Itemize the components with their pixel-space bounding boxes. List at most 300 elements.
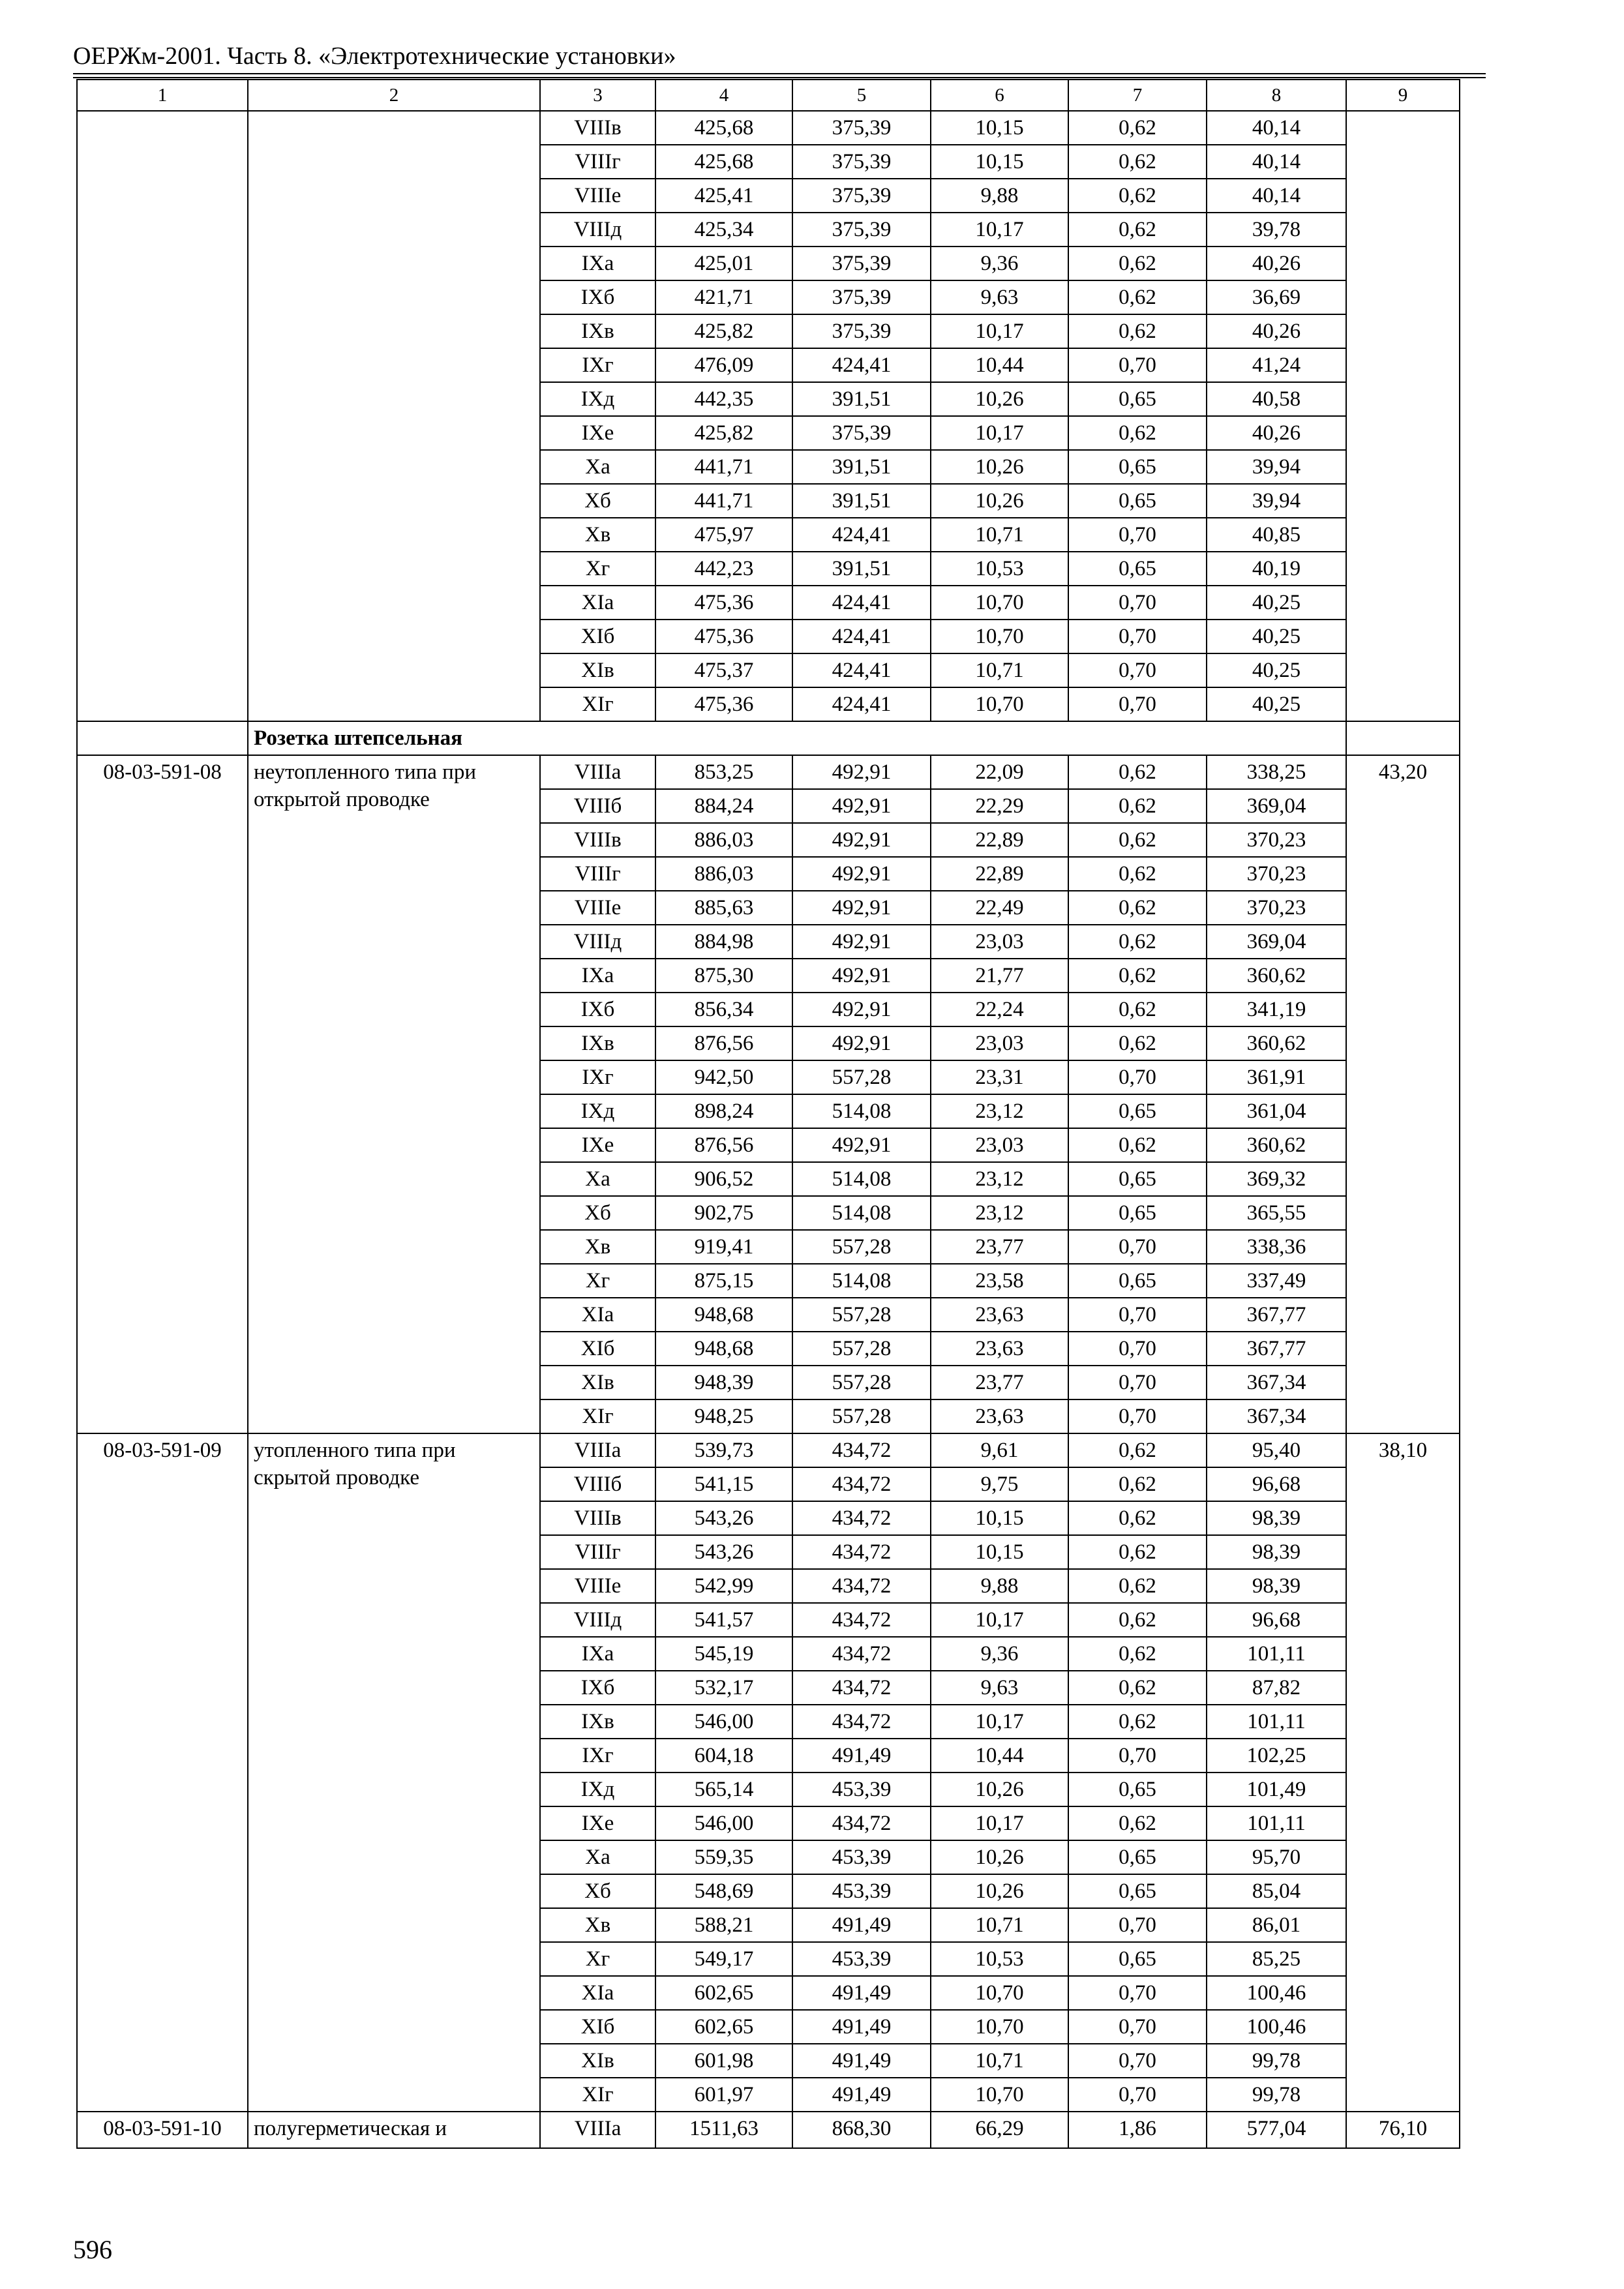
value-cell: 442,23: [655, 552, 792, 586]
value-cell: 95,70: [1207, 1840, 1346, 1874]
value-cell: 492,91: [792, 857, 931, 891]
value-cell: 338,25: [1207, 755, 1346, 789]
value-cell: 0,70: [1068, 1366, 1207, 1399]
value-cell: 0,62: [1068, 959, 1207, 993]
value-cell: 99,78: [1207, 2044, 1346, 2078]
value-cell: 22,09: [931, 755, 1068, 789]
value-cell: 492,91: [792, 925, 931, 959]
value-cell: 10,15: [931, 145, 1068, 179]
value-cell: 22,49: [931, 891, 1068, 925]
value-cell: 514,08: [792, 1162, 931, 1196]
column-number-cell: 1: [77, 80, 248, 111]
column-number-cell: 3: [540, 80, 655, 111]
value-cell: 0,62: [1068, 1806, 1207, 1840]
value-cell: 885,63: [655, 891, 792, 925]
value-cell: 434,72: [792, 1569, 931, 1603]
value-cell: 0,62: [1068, 1535, 1207, 1569]
value-cell: XIб: [540, 620, 655, 653]
column-number-row: [77, 80, 1460, 111]
value-cell: 0,65: [1068, 484, 1207, 518]
value-cell: 0,62: [1068, 1467, 1207, 1501]
section-title-row: [77, 721, 1460, 755]
value-cell: 41,24: [1207, 348, 1346, 382]
value-cell: 10,71: [931, 1908, 1068, 1942]
value-cell: 360,62: [1207, 959, 1346, 993]
value-cell: 543,26: [655, 1535, 792, 1569]
value-cell: IXв: [540, 1026, 655, 1060]
value-cell: 10,70: [931, 586, 1068, 620]
value-cell: 876,56: [655, 1026, 792, 1060]
value-cell: 0,70: [1068, 1230, 1207, 1264]
value-cell: 0,62: [1068, 1501, 1207, 1535]
value-cell: 22,89: [931, 823, 1068, 857]
value-cell: 0,62: [1068, 416, 1207, 450]
value-cell: 23,63: [931, 1298, 1068, 1332]
value-cell: IXв: [540, 1705, 655, 1739]
value-cell: 23,03: [931, 1128, 1068, 1162]
value-cell: 40,25: [1207, 620, 1346, 653]
value-cell: IXд: [540, 382, 655, 416]
value-cell: 10,26: [931, 1773, 1068, 1806]
value-cell: VIIIг: [540, 145, 655, 179]
value-cell: 361,04: [1207, 1094, 1346, 1128]
value-cell: 0,65: [1068, 1874, 1207, 1908]
value-cell: 10,17: [931, 1603, 1068, 1637]
value-cell: XIв: [540, 1366, 655, 1399]
value-cell: 101,11: [1207, 1637, 1346, 1671]
value-cell: Xа: [540, 1840, 655, 1874]
value-cell: 10,26: [931, 1840, 1068, 1874]
value-cell: Xг: [540, 1942, 655, 1976]
value-cell: Xв: [540, 1230, 655, 1264]
column-number-cell: 7: [1068, 80, 1207, 111]
value-cell: 375,39: [792, 179, 931, 213]
value-cell: 0,65: [1068, 1840, 1207, 1874]
value-cell: 602,65: [655, 1976, 792, 2010]
value-cell: 942,50: [655, 1060, 792, 1094]
value-cell: 557,28: [792, 1332, 931, 1366]
value-cell: 557,28: [792, 1060, 931, 1094]
value-cell: 96,68: [1207, 1467, 1346, 1501]
value-cell: 601,98: [655, 2044, 792, 2078]
value-cell: 492,91: [792, 789, 931, 823]
value-cell: XIв: [540, 2044, 655, 2078]
value-cell: 10,70: [931, 2078, 1068, 2112]
value-cell: 491,49: [792, 2010, 931, 2044]
value-cell: 0,62: [1068, 1128, 1207, 1162]
value-cell: 369,04: [1207, 925, 1346, 959]
value-cell: 85,04: [1207, 1874, 1346, 1908]
value-cell: 10,15: [931, 1535, 1068, 1569]
value-cell: IXа: [540, 247, 655, 280]
value-cell: 492,91: [792, 1026, 931, 1060]
value-cell: 9,88: [931, 179, 1068, 213]
value-cell: 491,49: [792, 1908, 931, 1942]
value-cell: 0,62: [1068, 1569, 1207, 1603]
value-cell: 40,25: [1207, 586, 1346, 620]
value-cell: 66,29: [931, 2112, 1068, 2148]
value-cell: 0,62: [1068, 925, 1207, 959]
value-cell: 23,58: [931, 1264, 1068, 1298]
value-cell: 0,65: [1068, 1264, 1207, 1298]
header-rule-top: [73, 73, 1486, 74]
value-cell: 23,12: [931, 1162, 1068, 1196]
value-cell: 491,49: [792, 2078, 931, 2112]
value-cell: 546,00: [655, 1705, 792, 1739]
value-cell: 948,39: [655, 1366, 792, 1399]
value-cell: VIIIг: [540, 1535, 655, 1569]
value-cell: 0,65: [1068, 1773, 1207, 1806]
value-cell: 10,17: [931, 1705, 1068, 1739]
value-cell: 453,39: [792, 1840, 931, 1874]
value-cell: 0,70: [1068, 586, 1207, 620]
value-cell: 588,21: [655, 1908, 792, 1942]
value-cell: 0,65: [1068, 1942, 1207, 1976]
value-cell: IXд: [540, 1773, 655, 1806]
value-cell: 40,25: [1207, 687, 1346, 721]
value-cell: 565,14: [655, 1773, 792, 1806]
value-cell: 10,26: [931, 382, 1068, 416]
value-cell: 0,70: [1068, 1399, 1207, 1433]
table-row: [77, 755, 1460, 789]
value-cell: 906,52: [655, 1162, 792, 1196]
value-cell: 0,62: [1068, 314, 1207, 348]
value-cell: 10,71: [931, 518, 1068, 552]
value-cell: IXг: [540, 348, 655, 382]
value-cell: 475,37: [655, 653, 792, 687]
value-cell: 10,17: [931, 1806, 1068, 1840]
value-cell: 0,70: [1068, 620, 1207, 653]
value-cell: 39,78: [1207, 213, 1346, 247]
value-cell: IXа: [540, 959, 655, 993]
value-cell: XIа: [540, 1298, 655, 1332]
value-cell: XIв: [540, 653, 655, 687]
code-cell: [77, 721, 248, 755]
value-cell: 853,25: [655, 755, 792, 789]
section-title: Розетка штепсельная: [248, 721, 1346, 755]
value-cell: 23,12: [931, 1196, 1068, 1230]
value-cell: 95,40: [1207, 1433, 1346, 1467]
value-cell: 40,14: [1207, 145, 1346, 179]
value-cell: 337,49: [1207, 1264, 1346, 1298]
value-cell: 884,98: [655, 925, 792, 959]
value-cell: 492,91: [792, 1128, 931, 1162]
value-cell: 96,68: [1207, 1603, 1346, 1637]
value-cell: 40,25: [1207, 653, 1346, 687]
rate-name: неутопленного типа при открытой проводке: [248, 755, 540, 1433]
value-cell: 0,70: [1068, 1332, 1207, 1366]
value-cell: 101,11: [1207, 1806, 1346, 1840]
value-cell: 0,70: [1068, 518, 1207, 552]
value-cell: 425,68: [655, 111, 792, 145]
value-cell: 0,70: [1068, 2044, 1207, 2078]
value-cell: 370,23: [1207, 823, 1346, 857]
value-cell: VIIIе: [540, 179, 655, 213]
value-cell: 9,63: [931, 280, 1068, 314]
value-cell: 10,15: [931, 111, 1068, 145]
value-cell: 492,91: [792, 755, 931, 789]
value-cell: 9,36: [931, 247, 1068, 280]
value-cell: XIг: [540, 2078, 655, 2112]
value-cell: 0,62: [1068, 213, 1207, 247]
value-cell: 341,19: [1207, 993, 1346, 1026]
value-cell: 9,88: [931, 1569, 1068, 1603]
value-cell: 10,26: [931, 1874, 1068, 1908]
col9-value: 43,20: [1346, 755, 1460, 1433]
value-cell: 86,01: [1207, 1908, 1346, 1942]
rate-name: утопленного типа при скрытой проводке: [248, 1433, 540, 2112]
rate-code: 08-03-591-09: [77, 1433, 248, 2112]
value-cell: 0,62: [1068, 1603, 1207, 1637]
value-cell: XIа: [540, 1976, 655, 2010]
value-cell: Xб: [540, 1196, 655, 1230]
value-cell: Xг: [540, 1264, 655, 1298]
value-cell: 23,31: [931, 1060, 1068, 1094]
value-cell: 10,44: [931, 348, 1068, 382]
value-cell: IXе: [540, 1806, 655, 1840]
value-cell: 434,72: [792, 1501, 931, 1535]
value-cell: 40,26: [1207, 314, 1346, 348]
value-cell: Xв: [540, 1908, 655, 1942]
value-cell: 541,57: [655, 1603, 792, 1637]
value-cell: 375,39: [792, 111, 931, 145]
value-cell: 541,15: [655, 1467, 792, 1501]
value-cell: Xг: [540, 552, 655, 586]
value-cell: 10,17: [931, 314, 1068, 348]
value-cell: 10,17: [931, 416, 1068, 450]
value-cell: 367,77: [1207, 1298, 1346, 1332]
value-cell: 367,34: [1207, 1399, 1346, 1433]
value-cell: IXе: [540, 1128, 655, 1162]
table-row: [77, 2112, 1460, 2148]
value-cell: XIб: [540, 1332, 655, 1366]
value-cell: 475,36: [655, 620, 792, 653]
value-cell: 514,08: [792, 1094, 931, 1128]
value-cell: 0,65: [1068, 1196, 1207, 1230]
column-number-cell: 8: [1207, 80, 1346, 111]
value-cell: VIIIв: [540, 111, 655, 145]
value-cell: 491,49: [792, 2044, 931, 2078]
value-cell: 375,39: [792, 247, 931, 280]
value-cell: 453,39: [792, 1942, 931, 1976]
value-cell: 492,91: [792, 993, 931, 1026]
value-cell: 0,62: [1068, 789, 1207, 823]
value-cell: 23,77: [931, 1366, 1068, 1399]
value-cell: 424,41: [792, 586, 931, 620]
value-cell: 10,53: [931, 552, 1068, 586]
rate-code: 08-03-591-08: [77, 755, 248, 1433]
value-cell: 10,70: [931, 620, 1068, 653]
value-cell: 876,56: [655, 1128, 792, 1162]
value-cell: 0,70: [1068, 348, 1207, 382]
value-cell: 100,46: [1207, 2010, 1346, 2044]
column-number-cell: 5: [792, 80, 931, 111]
value-cell: 886,03: [655, 857, 792, 891]
value-cell: 0,70: [1068, 1298, 1207, 1332]
value-cell: 21,77: [931, 959, 1068, 993]
value-cell: 948,68: [655, 1298, 792, 1332]
value-cell: VIIIд: [540, 925, 655, 959]
value-cell: 475,97: [655, 518, 792, 552]
value-cell: 0,65: [1068, 450, 1207, 484]
value-cell: 875,15: [655, 1264, 792, 1298]
value-cell: 425,01: [655, 247, 792, 280]
value-cell: 0,62: [1068, 993, 1207, 1026]
value-cell: XIг: [540, 1399, 655, 1433]
value-cell: 434,72: [792, 1603, 931, 1637]
value-cell: 375,39: [792, 145, 931, 179]
value-cell: Xа: [540, 1162, 655, 1196]
value-cell: 9,75: [931, 1467, 1068, 1501]
col9-value: 76,10: [1346, 2112, 1460, 2148]
value-cell: 491,49: [792, 1739, 931, 1773]
value-cell: 0,62: [1068, 280, 1207, 314]
value-cell: 948,68: [655, 1332, 792, 1366]
value-cell: 875,30: [655, 959, 792, 993]
value-cell: Xв: [540, 518, 655, 552]
value-cell: VIIIе: [540, 1569, 655, 1603]
value-cell: 23,12: [931, 1094, 1068, 1128]
value-cell: 425,82: [655, 416, 792, 450]
value-cell: 948,25: [655, 1399, 792, 1433]
value-cell: 98,39: [1207, 1535, 1346, 1569]
value-cell: 87,82: [1207, 1671, 1346, 1705]
value-cell: IXб: [540, 1671, 655, 1705]
value-cell: IXг: [540, 1739, 655, 1773]
value-cell: 0,62: [1068, 857, 1207, 891]
value-cell: IXд: [540, 1094, 655, 1128]
value-cell: 40,58: [1207, 382, 1346, 416]
value-cell: 549,17: [655, 1942, 792, 1976]
value-cell: 22,89: [931, 857, 1068, 891]
value-cell: 85,25: [1207, 1942, 1346, 1976]
value-cell: VIIIг: [540, 857, 655, 891]
value-cell: 441,71: [655, 484, 792, 518]
value-cell: 101,11: [1207, 1705, 1346, 1739]
value-cell: 1511,63: [655, 2112, 792, 2148]
value-cell: IXб: [540, 280, 655, 314]
value-cell: 23,03: [931, 925, 1068, 959]
value-cell: 370,23: [1207, 891, 1346, 925]
value-cell: 557,28: [792, 1298, 931, 1332]
value-cell: 40,19: [1207, 552, 1346, 586]
value-cell: 102,25: [1207, 1739, 1346, 1773]
value-cell: 98,39: [1207, 1501, 1346, 1535]
value-cell: 425,68: [655, 145, 792, 179]
name-cell: [248, 111, 540, 721]
value-cell: 391,51: [792, 484, 931, 518]
value-cell: 543,26: [655, 1501, 792, 1535]
value-cell: 367,77: [1207, 1332, 1346, 1366]
column-number-cell: 9: [1346, 80, 1460, 111]
value-cell: 491,49: [792, 1976, 931, 2010]
value-cell: 0,62: [1068, 111, 1207, 145]
value-cell: 10,44: [931, 1739, 1068, 1773]
value-cell: XIг: [540, 687, 655, 721]
value-cell: 361,91: [1207, 1060, 1346, 1094]
value-cell: 424,41: [792, 653, 931, 687]
value-cell: 10,17: [931, 213, 1068, 247]
value-cell: 375,39: [792, 280, 931, 314]
value-cell: IXг: [540, 1060, 655, 1094]
value-cell: VIIIд: [540, 213, 655, 247]
value-cell: 884,24: [655, 789, 792, 823]
value-cell: 23,63: [931, 1332, 1068, 1366]
rate-name: полугерметическая и: [248, 2112, 540, 2148]
value-cell: 434,72: [792, 1671, 931, 1705]
value-cell: 557,28: [792, 1230, 931, 1264]
value-cell: VIIIб: [540, 789, 655, 823]
value-cell: 425,82: [655, 314, 792, 348]
value-cell: 0,70: [1068, 2010, 1207, 2044]
value-cell: 919,41: [655, 1230, 792, 1264]
value-cell: 548,69: [655, 1874, 792, 1908]
value-cell: 40,14: [1207, 179, 1346, 213]
value-cell: 0,62: [1068, 1705, 1207, 1739]
value-cell: 0,70: [1068, 653, 1207, 687]
value-cell: 434,72: [792, 1806, 931, 1840]
value-cell: 10,15: [931, 1501, 1068, 1535]
value-cell: 369,04: [1207, 789, 1346, 823]
value-cell: 475,36: [655, 586, 792, 620]
value-cell: 10,70: [931, 1976, 1068, 2010]
value-cell: 557,28: [792, 1366, 931, 1399]
value-cell: 546,00: [655, 1806, 792, 1840]
value-cell: 0,70: [1068, 1908, 1207, 1942]
value-cell: 23,63: [931, 1399, 1068, 1433]
value-cell: 10,70: [931, 687, 1068, 721]
value-cell: 40,85: [1207, 518, 1346, 552]
value-cell: 0,70: [1068, 1060, 1207, 1094]
value-cell: 557,28: [792, 1399, 931, 1433]
value-cell: 0,62: [1068, 179, 1207, 213]
value-cell: 441,71: [655, 450, 792, 484]
value-cell: VIIIв: [540, 1501, 655, 1535]
value-cell: 99,78: [1207, 2078, 1346, 2112]
value-cell: 0,70: [1068, 687, 1207, 721]
value-cell: 375,39: [792, 416, 931, 450]
value-cell: 424,41: [792, 518, 931, 552]
value-cell: IXв: [540, 314, 655, 348]
value-cell: 1,86: [1068, 2112, 1207, 2148]
value-cell: 10,71: [931, 653, 1068, 687]
value-cell: 434,72: [792, 1637, 931, 1671]
value-cell: 434,72: [792, 1433, 931, 1467]
value-cell: 0,65: [1068, 552, 1207, 586]
value-cell: 453,39: [792, 1874, 931, 1908]
value-cell: 475,36: [655, 687, 792, 721]
value-cell: 9,63: [931, 1671, 1068, 1705]
value-cell: 0,65: [1068, 1162, 1207, 1196]
value-cell: 10,53: [931, 1942, 1068, 1976]
value-cell: 492,91: [792, 959, 931, 993]
value-cell: 0,62: [1068, 247, 1207, 280]
value-cell: 375,39: [792, 213, 931, 247]
value-cell: IXе: [540, 416, 655, 450]
value-cell: 604,18: [655, 1739, 792, 1773]
value-cell: 100,46: [1207, 1976, 1346, 2010]
value-cell: 492,91: [792, 823, 931, 857]
value-cell: 902,75: [655, 1196, 792, 1230]
value-cell: VIIIд: [540, 1603, 655, 1637]
value-cell: 10,26: [931, 450, 1068, 484]
value-cell: 434,72: [792, 1705, 931, 1739]
header-rule-bottom: [73, 77, 1486, 78]
value-cell: 40,26: [1207, 416, 1346, 450]
value-cell: 36,69: [1207, 280, 1346, 314]
value-cell: XIа: [540, 586, 655, 620]
value-cell: 0,62: [1068, 145, 1207, 179]
